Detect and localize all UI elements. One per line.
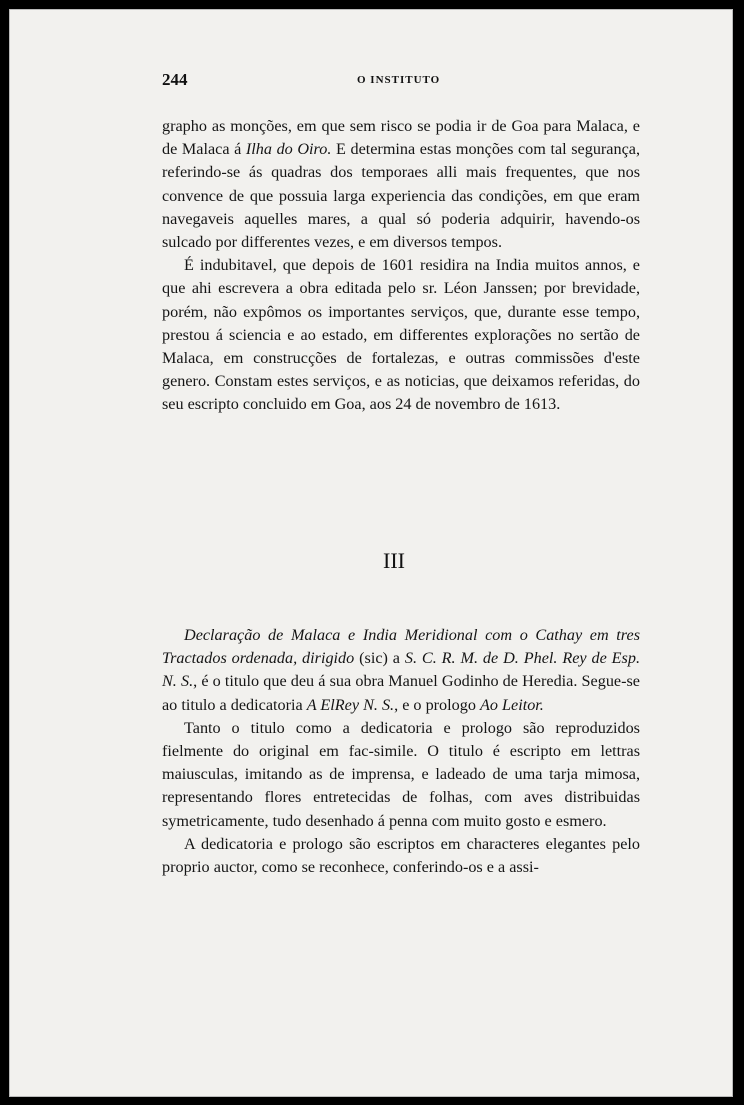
- italic-work-title: Declaração de Malaca e India Meridional com o Cathay em tres Tractados ordenada, dirigido: [162, 626, 640, 668]
- paragraph: A dedicatoria e prologo são escriptos em characteres elegantes pelo proprio auctor, como se reconhece, conferindo-os e a assi-: [162, 834, 640, 877]
- italic-place-name: Ilha do Oiro.: [245, 140, 332, 159]
- page-header: [162, 64, 640, 94]
- italic-dedicatee: S. C. R. M. de D. Phel. Rey de Esp. N. S.: [162, 649, 640, 691]
- text-span: , é o titulo que deu á sua obra Manuel Godinho de Heredia. Segue-se ao titulo a dedicatoria: [162, 672, 640, 714]
- running-title: O INSTITUTO: [357, 74, 441, 86]
- text-span: (sic) a: [354, 649, 405, 668]
- text-block-lower: [162, 624, 640, 879]
- section-number: III: [383, 548, 405, 573]
- page-number: 244: [162, 70, 188, 89]
- paragraph: Tanto o titulo como a dedicatoria e prologo são reproduzidos fielmente do original em fac-simile. O titulo é escripto em lettras maiusculas, imitando as de imprensa, e ladeado de uma tarja mimosa, representando flores entretecidas de folhas, com aves distribuidas symetricamente, tudo desenhado á penna com muito gosto e esmero.: [162, 718, 640, 830]
- text-span: grapho as monções, em que sem risco se podia ir de Goa para Malaca, e de Malaca á: [162, 117, 640, 159]
- italic-prologue-title: Ao Leitor.: [479, 695, 544, 714]
- text-block-upper: [162, 115, 640, 417]
- paragraph: [162, 624, 640, 717]
- italic-dedication-title: A ElRey N. S.: [306, 695, 395, 714]
- paragraph: É indubitavel, que depois de 1601 residira na India muitos annos, e que ahi escrevera a obra editada pelo sr. Léon Janssen; por brevidade, porém, não expômos os importantes serviços, que, durante esse tempo, prestou á sciencia e ao estado, em differentes explorações no sertão de Malaca, em construcções de fortalezas, e outras commissões d'este genero. Constam estes serviços, e as noticias, que deixamos referidas, do seu escripto concluido em Goa, aos 24 de novembro de 1613.: [162, 256, 640, 414]
- text-span: E determina estas monções com tal segurança, referindo-se ás quadras dos temporaes alli mais frequentes, que nos convence de que possuia larga experiencia das condições, em que eram navegaveis aquelles mares, a qual só poderia adquirir, havendo-os sulcado por differentes vezes, e em diversos tempos.: [162, 140, 641, 252]
- paragraph: [162, 115, 640, 254]
- text-span: , e o prologo: [394, 695, 480, 714]
